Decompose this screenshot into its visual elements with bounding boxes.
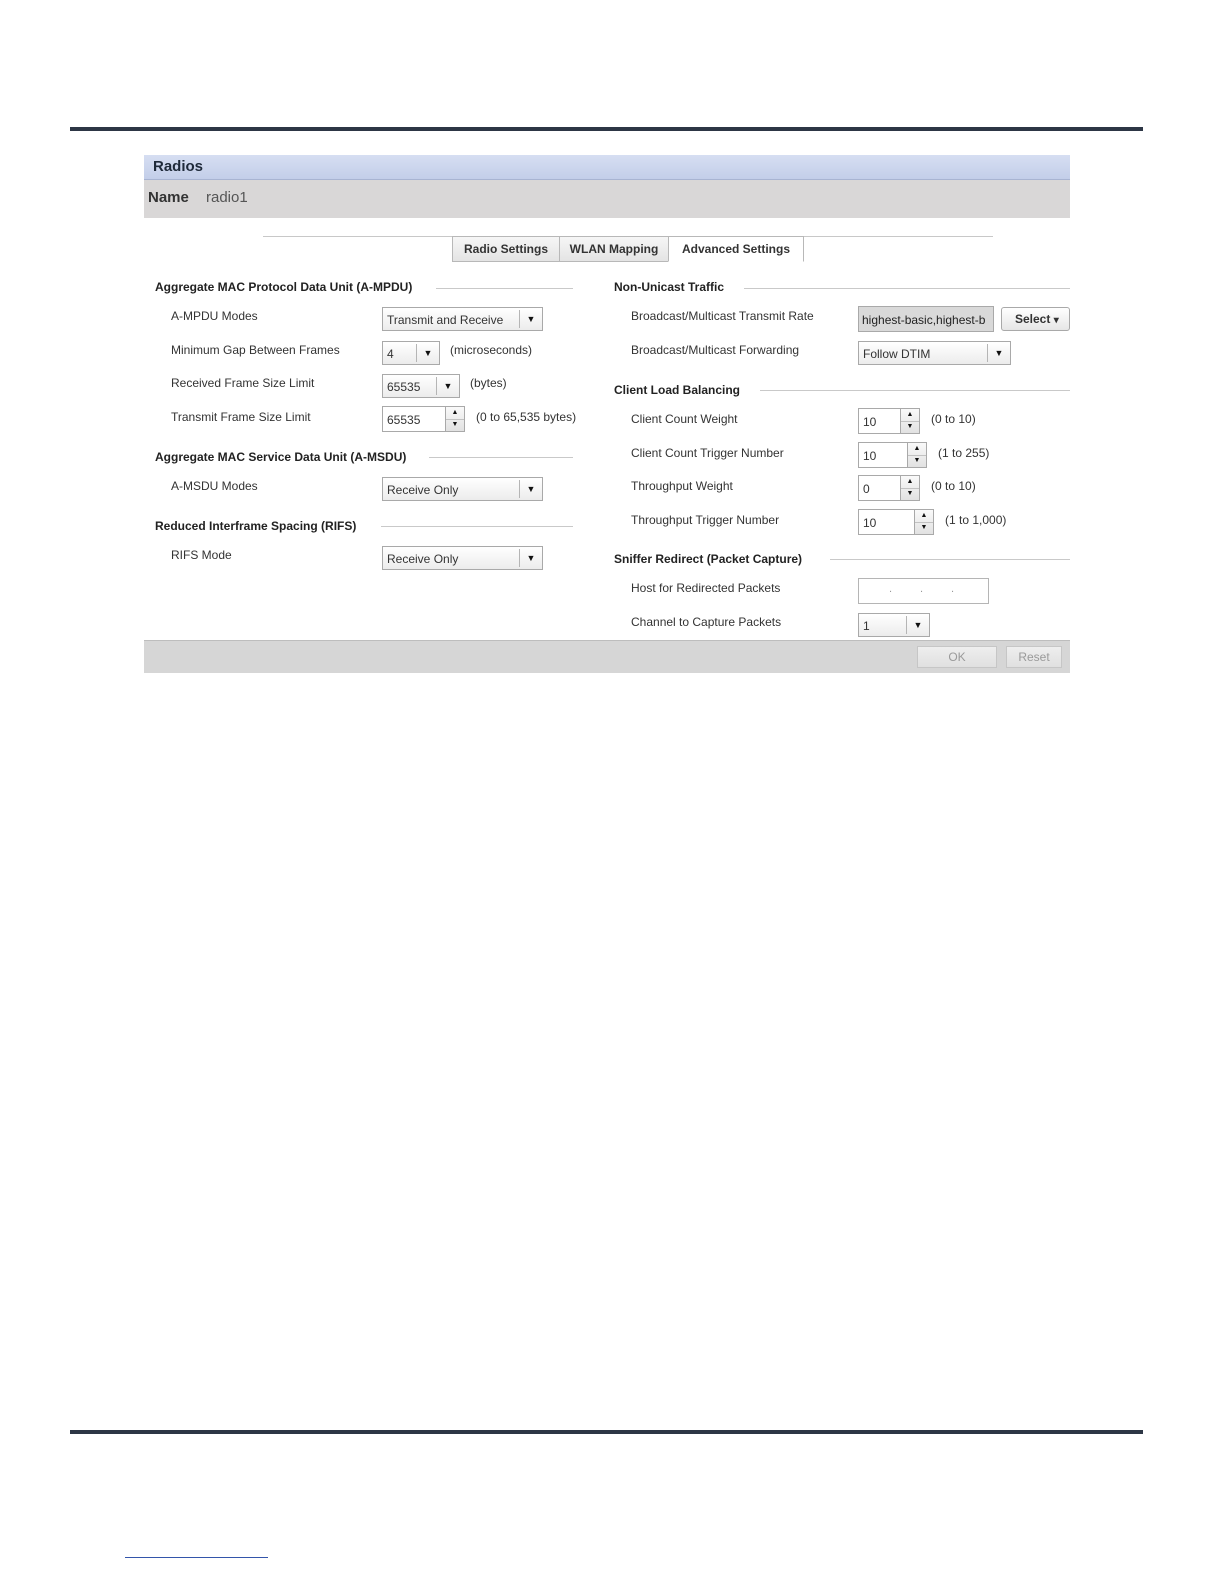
channel-select[interactable] — [858, 613, 930, 637]
cct-label: Client Count Trigger Number — [631, 446, 784, 460]
name-bar — [144, 180, 1070, 218]
clb-heading: Client Load Balancing — [614, 383, 741, 397]
rate-field[interactable] — [858, 306, 994, 332]
ampdu-modes-label: A-MPDU Modes — [171, 309, 258, 323]
rifs-mode-select[interactable] — [382, 546, 543, 570]
spin-down-icon[interactable]: ▼ — [913, 457, 921, 464]
ampdu-modes-select[interactable] — [382, 307, 543, 331]
tt-stepper[interactable] — [858, 509, 934, 535]
amsdu-modes-value: Receive Only — [387, 483, 459, 497]
dropdown-arrow-icon[interactable]: ▼ — [416, 344, 439, 362]
tab-advanced-settings[interactable]: Advanced Settings — [668, 236, 804, 262]
tw-value: 0 — [863, 482, 870, 496]
ip-dot: . — [889, 583, 894, 595]
gap-note: (microseconds) — [450, 343, 533, 357]
rate-value: highest-basic,highest-b — [862, 313, 986, 327]
host-ip-input[interactable] — [858, 578, 989, 604]
panel-title-bar — [144, 155, 1070, 180]
tx-size-note: (0 to 65,535 bytes) — [476, 410, 577, 424]
host-label: Host for Redirected Packets — [631, 581, 781, 595]
ampdu-heading-rule — [436, 288, 573, 289]
radios-panel — [144, 155, 1070, 672]
spin-up-icon[interactable]: ▲ — [901, 409, 919, 422]
ampdu-heading: Aggregate MAC Protocol Data Unit (A-MPDU) — [155, 280, 413, 294]
gap-label: Minimum Gap Between Frames — [171, 343, 340, 357]
spinner-buttons — [445, 406, 465, 432]
select-rate-button[interactable] — [1001, 307, 1070, 331]
dropdown-arrow-icon[interactable]: ▼ — [987, 344, 1010, 362]
forwarding-label: Broadcast/Multicast Forwarding — [631, 343, 800, 357]
select-button-label: Select — [1015, 312, 1051, 326]
rifs-mode-label: RIFS Mode — [171, 548, 232, 562]
tx-size-stepper[interactable] — [382, 406, 465, 432]
sniffer-heading-rule — [830, 559, 1070, 560]
tt-value: 10 — [863, 516, 877, 530]
rx-size-label: Received Frame Size Limit — [171, 376, 315, 390]
spinner-buttons — [907, 442, 927, 468]
tw-stepper[interactable] — [858, 475, 920, 501]
dropdown-arrow-icon[interactable]: ▼ — [436, 377, 459, 395]
sniffer-heading: Sniffer Redirect (Packet Capture) — [614, 552, 803, 566]
spin-up-icon[interactable]: ▲ — [908, 443, 926, 456]
forwarding-select[interactable] — [858, 341, 1011, 365]
rate-label: Broadcast/Multicast Transmit Rate — [631, 309, 814, 323]
gap-value: 4 — [387, 347, 394, 361]
ccw-label: Client Count Weight — [631, 412, 738, 426]
ccw-note: (0 to 10) — [931, 412, 976, 426]
spin-up-icon[interactable]: ▲ — [901, 476, 919, 489]
ip-dot: . — [951, 583, 956, 595]
cct-stepper[interactable] — [858, 442, 927, 468]
top-rule — [70, 127, 1143, 131]
dropdown-arrow-icon[interactable]: ▼ — [519, 310, 542, 328]
spin-down-icon[interactable]: ▼ — [451, 421, 459, 428]
panel-title: Radios — [153, 158, 204, 175]
tx-size-value: 65535 — [387, 413, 421, 427]
tw-label: Throughput Weight — [631, 479, 733, 493]
ccw-stepper[interactable] — [858, 408, 920, 434]
nonunicast-heading-rule — [744, 288, 1070, 289]
tx-size-label: Transmit Frame Size Limit — [171, 410, 311, 424]
amsdu-heading-rule — [429, 457, 573, 458]
spinner-buttons — [900, 408, 920, 434]
gap-select[interactable] — [382, 341, 440, 365]
clb-heading-rule — [760, 390, 1070, 391]
spin-down-icon[interactable]: ▼ — [906, 490, 914, 497]
ok-button[interactable]: OK — [917, 646, 997, 668]
reset-button[interactable]: Reset — [1006, 646, 1062, 668]
rifs-mode-value: Receive Only — [387, 552, 459, 566]
amsdu-modes-select[interactable] — [382, 477, 543, 501]
channel-value: 1 — [863, 619, 870, 633]
tt-label: Throughput Trigger Number — [631, 513, 780, 527]
tt-note: (1 to 1,000) — [945, 513, 1007, 527]
dropdown-arrow-icon[interactable]: ▼ — [519, 549, 542, 567]
spin-down-icon[interactable]: ▼ — [906, 423, 914, 430]
amsdu-heading: Aggregate MAC Service Data Unit (A-MSDU) — [155, 450, 407, 464]
spin-down-icon[interactable]: ▼ — [920, 524, 928, 531]
channel-label: Channel to Capture Packets — [631, 615, 782, 629]
cct-value: 10 — [863, 449, 877, 463]
ampdu-modes-value: Transmit and Receive — [387, 313, 504, 327]
spin-up-icon[interactable]: ▲ — [446, 407, 464, 420]
spinner-buttons — [914, 509, 934, 535]
rifs-heading: Reduced Interframe Spacing (RIFS) — [155, 519, 357, 533]
footer-link-underline — [125, 1557, 268, 1558]
name-label: Name — [148, 189, 189, 206]
rx-size-note: (bytes) — [470, 376, 507, 390]
tw-note: (0 to 10) — [931, 479, 976, 493]
bottom-rule — [70, 1430, 1143, 1434]
rifs-heading-rule — [381, 526, 573, 527]
spinner-buttons — [900, 475, 920, 501]
dropdown-arrow-icon[interactable]: ▼ — [519, 480, 542, 498]
cct-note: (1 to 255) — [938, 446, 990, 460]
ip-dot: . — [920, 583, 925, 595]
spin-up-icon[interactable]: ▲ — [915, 510, 933, 523]
tab-wlan-mapping[interactable]: WLAN Mapping — [559, 236, 669, 262]
button-bar — [144, 640, 1070, 673]
tab-radio-settings[interactable]: Radio Settings — [452, 236, 560, 262]
rx-size-value: 65535 — [387, 380, 421, 394]
name-value: radio1 — [206, 189, 248, 206]
rx-size-select[interactable] — [382, 374, 460, 398]
caret-down-icon: ▾ — [1053, 315, 1059, 326]
amsdu-modes-label: A-MSDU Modes — [171, 479, 258, 493]
nonunicast-heading: Non-Unicast Traffic — [614, 280, 725, 294]
dropdown-arrow-icon[interactable]: ▼ — [906, 616, 929, 634]
ccw-value: 10 — [863, 415, 877, 429]
forwarding-value: Follow DTIM — [863, 347, 931, 361]
